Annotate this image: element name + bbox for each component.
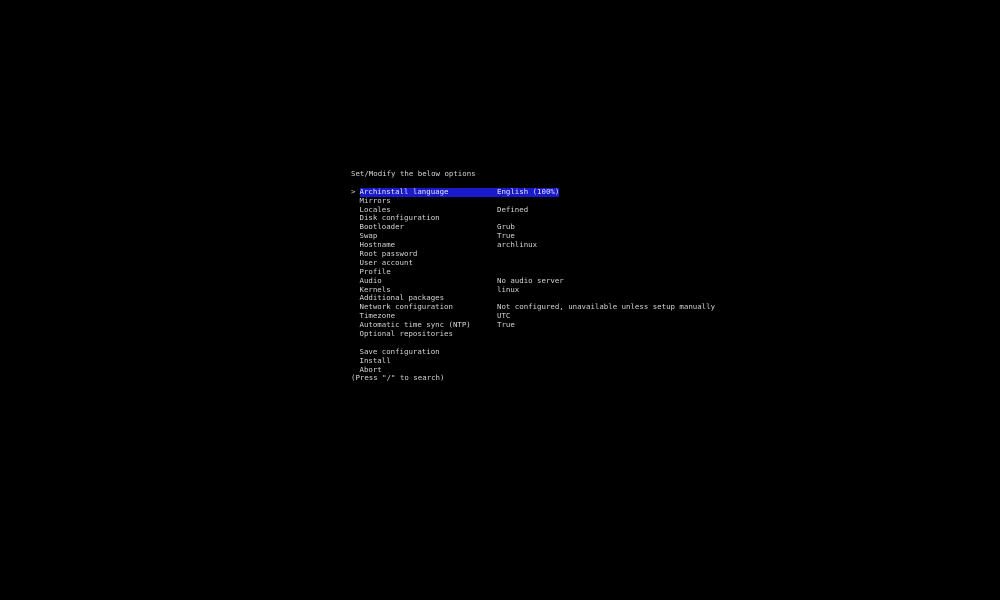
menu-title: Set/Modify the below options bbox=[351, 169, 476, 178]
option-label: Locales bbox=[359, 204, 391, 214]
option-label: Optional repositories bbox=[359, 329, 453, 339]
option-bootloader[interactable] bbox=[351, 223, 715, 232]
action-label: Install bbox=[359, 355, 391, 365]
option-label: Kernels bbox=[359, 284, 391, 294]
option-value: Not configured, unavailable unless setup manually bbox=[497, 302, 716, 312]
selection-cursor: > bbox=[351, 186, 356, 196]
option-label: Profile bbox=[359, 266, 391, 276]
option-label: Audio bbox=[359, 275, 382, 285]
search-hint: (Press "/" to search) bbox=[351, 373, 445, 383]
option-value: No audio server bbox=[497, 275, 564, 285]
option-user-account[interactable] bbox=[351, 259, 715, 268]
option-label: Automatic time sync (NTP) bbox=[359, 320, 471, 330]
option-label: Disk configuration bbox=[359, 213, 440, 223]
option-label: User account bbox=[359, 257, 413, 267]
option-network-configuration[interactable] bbox=[351, 303, 715, 312]
option-value: True bbox=[497, 231, 515, 241]
option-label: Mirrors bbox=[359, 195, 391, 205]
option-label: Network configuration bbox=[359, 302, 453, 312]
action-save-configuration[interactable] bbox=[351, 348, 715, 357]
option-value: Grub bbox=[497, 222, 515, 232]
option-value: UTC bbox=[497, 311, 511, 321]
option-archinstall-language[interactable] bbox=[351, 188, 715, 197]
option-value: English (100%) bbox=[497, 186, 560, 196]
option-value: linux bbox=[497, 284, 520, 294]
option-value: archlinux bbox=[497, 240, 538, 250]
option-label: Swap bbox=[359, 231, 378, 241]
option-mirrors[interactable] bbox=[351, 197, 715, 206]
option-label: Additional packages bbox=[359, 293, 445, 303]
option-optional-repositories[interactable] bbox=[351, 330, 715, 339]
option-label: Timezone bbox=[359, 311, 396, 321]
option-label: Bootloader bbox=[359, 222, 404, 232]
option-value: Defined bbox=[497, 204, 529, 214]
action-install[interactable] bbox=[351, 357, 715, 366]
option-label: Root password bbox=[359, 249, 418, 259]
action-label: Abort bbox=[359, 364, 382, 374]
option-value: True bbox=[497, 320, 515, 330]
option-disk-configuration[interactable] bbox=[351, 214, 715, 223]
action-label: Save configuration bbox=[359, 346, 440, 356]
archinstall-menu bbox=[351, 170, 715, 383]
option-label: Archinstall language bbox=[360, 188, 498, 197]
option-audio[interactable] bbox=[351, 277, 715, 286]
option-label: Hostname bbox=[359, 240, 396, 250]
